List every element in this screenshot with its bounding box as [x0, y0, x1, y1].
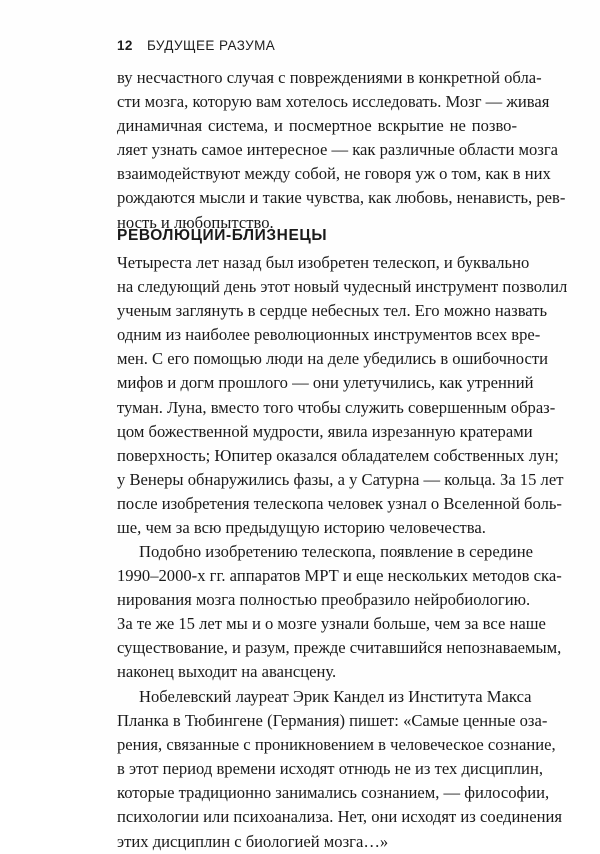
text-line: на следующий день этот новый чудесный инструмент позволил: [117, 277, 568, 297]
paragraph-4: [117, 685, 562, 854]
running-head: [117, 38, 275, 53]
text-line: Четыреста лет назад был изобретен телескоп, и буквально: [117, 253, 530, 272]
text-line: ше, чем за всю предыдущую историю человечества.: [117, 518, 486, 538]
text-line: после изобретения телескопа человек узнал о Вселенной боль-: [117, 493, 562, 513]
paragraph-1: [117, 66, 566, 235]
text-line: одним из наиболее революционных инструментов всех вре-: [117, 325, 541, 345]
paragraph-2: [117, 251, 568, 540]
text-line: психологии или психоанализа. Нет, они исходят из соединения: [117, 807, 562, 827]
text-line: поверхность; Юпитер оказался обладателем собственных лун;: [117, 445, 559, 465]
text-line: 1990–2000-х гг. аппаратов МРТ и еще нескольких методов ска-: [117, 566, 562, 586]
text-line: ву несчастного случая с повреждениями в конкретной обла-: [117, 68, 542, 87]
text-line: нирования мозга полностью преобразило нейробиологию.: [117, 590, 531, 610]
text-line: у Венеры обнаружились фазы, а у Сатурна — кольца. За 15 лет: [117, 469, 564, 489]
text-line: которые традиционно занимались сознанием, — философии,: [117, 783, 550, 803]
text-line: За те же 15 лет мы и о мозге узнали больше, чем за все наше: [117, 614, 546, 634]
text-line: этих дисциплин с биологией мозга…»: [117, 831, 389, 851]
text-line: взаимодействуют между собой, не говоря уж о том, как в них: [117, 164, 551, 184]
text-line: рождаются мысли и такие чувства, как любовь, ненависть, рев-: [117, 188, 566, 208]
text-line: существование, и разум, прежде считавшийся непознаваемым,: [117, 638, 562, 658]
text-line: рения, связанные с проникновением в человеческое сознание,: [117, 735, 556, 755]
text-line: динамичная система, и посмертное вскрытие не позво-: [117, 116, 517, 136]
text-line: Планка в Тюбингене (Германия) пишет: «Самые ценные оза-: [117, 711, 548, 731]
text-line: ученым заглянуть в сердце небесных тел. Его можно назвать: [117, 301, 548, 321]
text-line: туман. Луна, вместо того чтобы служить совершенным образ-: [117, 397, 556, 417]
text-line: Нобелевский лауреат Эрик Кандел из Института Макса: [139, 687, 532, 706]
running-title: БУДУЩЕЕ РАЗУМА: [146, 38, 276, 53]
text-line: наконец выходит на авансцену.: [117, 662, 337, 682]
page-number: 12: [117, 38, 133, 53]
text-line: мифов и догм прошлого — они улетучились, как утренний: [117, 373, 534, 393]
text-line: ляет узнать самое интересное — как различные области мозга: [117, 140, 559, 160]
text-line: мен. С его помощью люди на деле убедились в ошибочности: [117, 349, 549, 369]
paragraph-3: [117, 540, 562, 685]
section-heading: РЕВОЛЮЦИИ-БЛИЗНЕЦЫ: [117, 227, 328, 244]
text-line: цом божественной мудрости, явила изрезанную кратерами: [117, 421, 533, 441]
text-line: сти мозга, которую вам хотелось исследовать. Мозг — живая: [117, 92, 550, 112]
text-line: ность и любопытство.: [117, 212, 274, 232]
text-line: в этот период времени исходят отнюдь не из тех дисциплин,: [117, 759, 543, 779]
text-line: Подобно изобретению телескопа, появление в середине: [139, 542, 534, 561]
